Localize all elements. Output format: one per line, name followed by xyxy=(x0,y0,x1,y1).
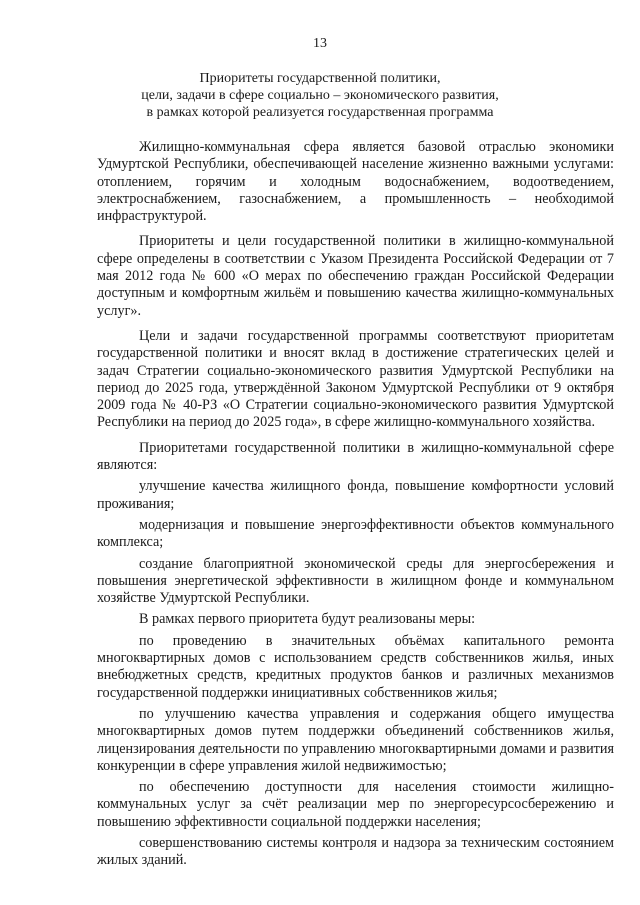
list-item: по обеспечению доступности для населения стоимости жилищно-коммунальных услуг за счёт реализации мер по энергоресурсосбережению и повышению эффективности социальной поддержки населения; xyxy=(97,779,614,830)
paragraph: Приоритетами государственной политики в жилищно-коммунальной сфере являются: xyxy=(97,439,614,474)
page-number: 13 xyxy=(313,36,327,51)
list-item: улучшение качества жилищного фонда, повышение комфортности условий проживания; xyxy=(97,478,614,512)
document-body xyxy=(97,139,614,874)
list-item: совершенствованию системы контроля и надзора за техническим состоянием жилых зданий. xyxy=(97,834,614,869)
paragraph: Цели и задачи государственной программы соответствуют приоритетам государственной политики и вносят вклад в достижение стратегических целей и задач Стратегии социально-экономического развития Удмуртской Республики на период до 2025 года, утверждённой Законом Удмуртской Республики от 9 октября 2009 года № 40-РЗ «О Стратегии социально-экономического развития Удмуртской Республики на период до 2025 года», в сфере жилищно-коммунального хозяйства. xyxy=(97,327,614,431)
title-line: цели, задачи в сфере социально – экономического развития, xyxy=(141,88,499,103)
list-item: создание благоприятной экономической среды для энергосбережения и повышения энергетической эффективности в жилищном фонде и коммунальном хозяйстве Удмуртской Республики. xyxy=(97,555,614,607)
title-line: Приоритеты государственной политики, xyxy=(199,71,441,86)
list-item: модернизация и повышение энергоэффективности объектов коммунального комплекса; xyxy=(97,516,614,551)
title-line: в рамках которой реализуется государственная программа xyxy=(146,105,494,120)
list-item: по проведению в значительных объёмах капитального ремонта многоквартирных домов с использованием средств собственников жилья, иных внебюджетных средств, кредитных продуктов банков и различных механизмов государственной поддержки инициативных собственников жилья; xyxy=(97,632,614,701)
section-title xyxy=(0,70,640,121)
paragraph: В рамках первого приоритета будут реализованы меры: xyxy=(139,611,476,628)
paragraph: Жилищно-коммунальная сфера является базовой отраслью экономики Удмуртской Республики, обеспечивающей население жизненно важными услугами: отоплением, горячим и холодным водоснабжением, водоотведением, электроснабжением, газоснабжением, а промышленность – необходимой инфраструктурой. xyxy=(97,139,614,225)
paragraph: Приоритеты и цели государственной политики в жилищно-коммунальной сфере определены в соответствии с Указом Президента Российской Федерации от 7 мая 2012 года № 600 «О мерах по обеспечению граждан Российской Федерации доступным и комфортным жильём и повышению качества жилищно-коммунальных услуг». xyxy=(97,233,614,319)
list-item: по улучшению качества управления и содержания общего имущества многоквартирных домов путем поддержки объединений собственников жилья, лицензирования деятельности по управлению многоквартирными домами и развития конкуренции в сфере управления жилой недвижимостью; xyxy=(97,705,614,774)
